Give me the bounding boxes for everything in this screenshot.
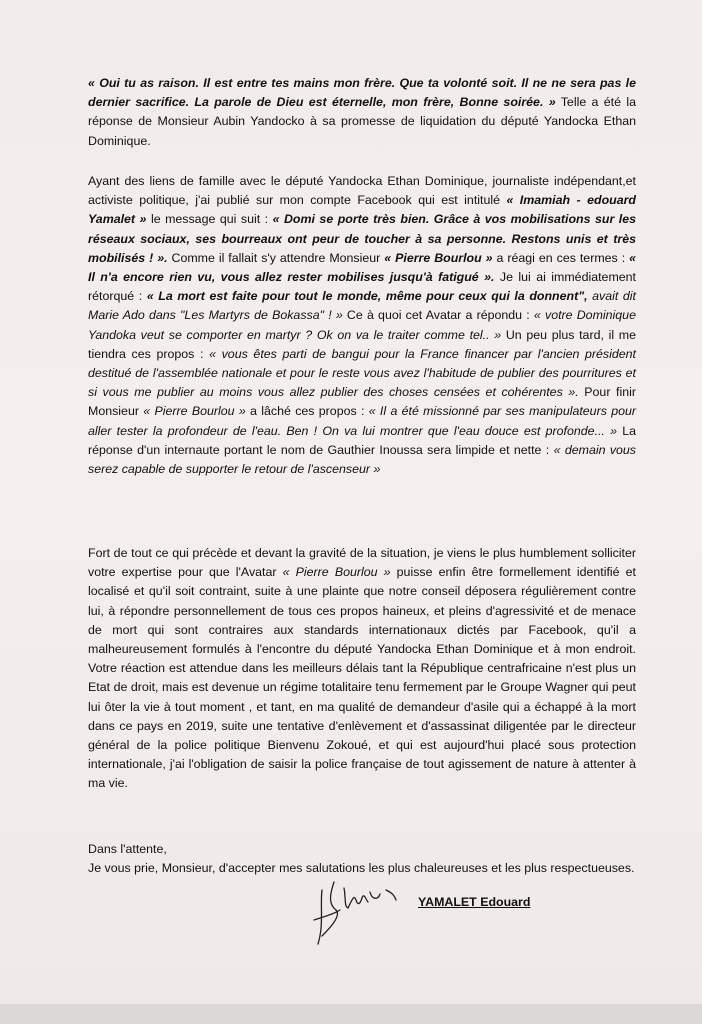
paragraph-facebook-exchange	[88, 172, 636, 479]
quote-context: Telle a été la réponse de Monsieur Aubin Yandocko à sa promesse de liquidation du député Yandocka Ethan Dominique.	[88, 95, 636, 148]
quoted-message: « votre Dominique Yandoka veut se comporter en martyr ? Ok on va le traiter comme tel.. »	[88, 308, 636, 342]
quoted-message: avait dit Marie Ado dans "Les Martyrs de Bokassa" ! »	[88, 289, 637, 323]
handwritten-signature-icon	[300, 870, 410, 950]
text-segment: Je lui ai immédiatement rétorqué :	[88, 270, 636, 304]
paragraph-request	[88, 544, 636, 794]
quoted-message: « vous êtes parti de bangui pour la France financer par l'ancien président destitué de l'assemblée nationale et pour le reste vous avez l'habitude de publier des pourritures et si vous me publier au moins vous allez publier des choses censées et cohérentes ».	[88, 346, 636, 400]
avatar-name: « Pierre Bourlou »	[384, 250, 493, 265]
background-band	[0, 1004, 702, 1024]
quoted-message: « La mort est faite pour tout le monde, même pour ceux qui la donnent",	[146, 289, 593, 304]
text-segment: Ayant des liens de famille avec le député Yandocka Ethan Dominique, journaliste indépendant,et activiste politique, j'ai publié sur mon compte Facebook qui est intitulé	[88, 174, 636, 208]
quoted-message: « Il a été missionné par ses manipulateurs pour aller tester la profondeur de l'eau. Ben ! On va lui montrer que l'eau douce est profonde... »	[88, 404, 637, 438]
text-segment: Fort de tout ce qui précède et devant la gravité de la situation, je viens le plus humblement solliciter votre expertise pour que l'Avatar	[88, 546, 636, 580]
quote-aubin: « Oui tu as raison. Il est entre tes mains mon frère. Que ta volonté soit. Il ne ne sera pas le dernier sacrifice. La parole de Dieu est éternelle, mon frère, Bonne soirée. »	[88, 76, 636, 110]
facebook-account-name: « Imamiah - edouard Yamalet »	[88, 193, 636, 227]
text-segment: a lâché ces propos :	[245, 404, 369, 419]
text-segment: le message qui suit :	[146, 212, 273, 227]
text-segment: puisse enfin être formellement identifié et localisé et qu'il soit contraint, suite à une plainte que notre conseil déposera régulièrement contre lui, à répondre personnellement de tous ces propos haineux, et pleins d'agressivité et de menace de mort qui sont contraires aux standards internationaux dictés par Facebook, qu'il a malheureusement formulés à l'encontre du député Yandocka Ethan Dominique et à mon endroit. Votre réaction est attendue dans les meilleurs délais tant la République centrafricaine n'est plus un Etat de droit, mais est devenue un régime totalitaire tenu fermement par le Groupe Wagner qui peut lui ôter la vie à tout moment , et tant, en ma qualité de demandeur d'asile qui a échappé à la mort dans ce pays en 2019, suite une tentative d'enlèvement et d'assassinat diligentée par le directeur général de la police politique Bienvenu Zokoué, et qui est aujourd'hui placé sous protection internationale, j'ai l'obligation de saisir la police française de tout agissement de nature à attenter à ma vie.	[88, 565, 636, 791]
closing-line-1: Dans l'attente,	[88, 842, 167, 856]
text-segment: Comme il fallait s'y attendre Monsieur	[167, 250, 385, 265]
quoted-message: « Domi se porte très bien. Grâce à vos mobilisations sur les réseaux sociaux, ses bourreaux ont peur de toucher à sa personne. Restons unis et très mobilisés ! ».	[88, 212, 636, 265]
signatory-name: YAMALET Edouard	[418, 895, 531, 909]
text-segment: Un peu plus tard, il me tiendra ces propos :	[88, 327, 636, 361]
closing-line-2: Je vous prie, Monsieur, d'accepter mes salutations les plus chaleureuses et les plus respectueuses.	[88, 861, 635, 876]
text-segment: Ce à quoi cet Avatar a répondu :	[342, 308, 534, 323]
avatar-name: « Pierre Bourlou »	[282, 565, 391, 580]
quoted-message: « Il n'a encore rien vu, vous allez rester mobilises jusqu'à fatigué ».	[88, 250, 637, 285]
text-segment: La réponse d'un internaute portant le nom de Gauthier Inoussa sera limpide et nette :	[88, 423, 636, 457]
text-segment: a réagi en ces termes :	[492, 250, 630, 265]
avatar-name: « Pierre Bourlou »	[143, 404, 246, 419]
paragraph-quote-response	[88, 74, 636, 151]
quoted-message: « demain vous serez capable de supporter le retour de l'ascenseur »	[88, 442, 637, 477]
text-segment: Pour finir Monsieur	[88, 385, 636, 419]
